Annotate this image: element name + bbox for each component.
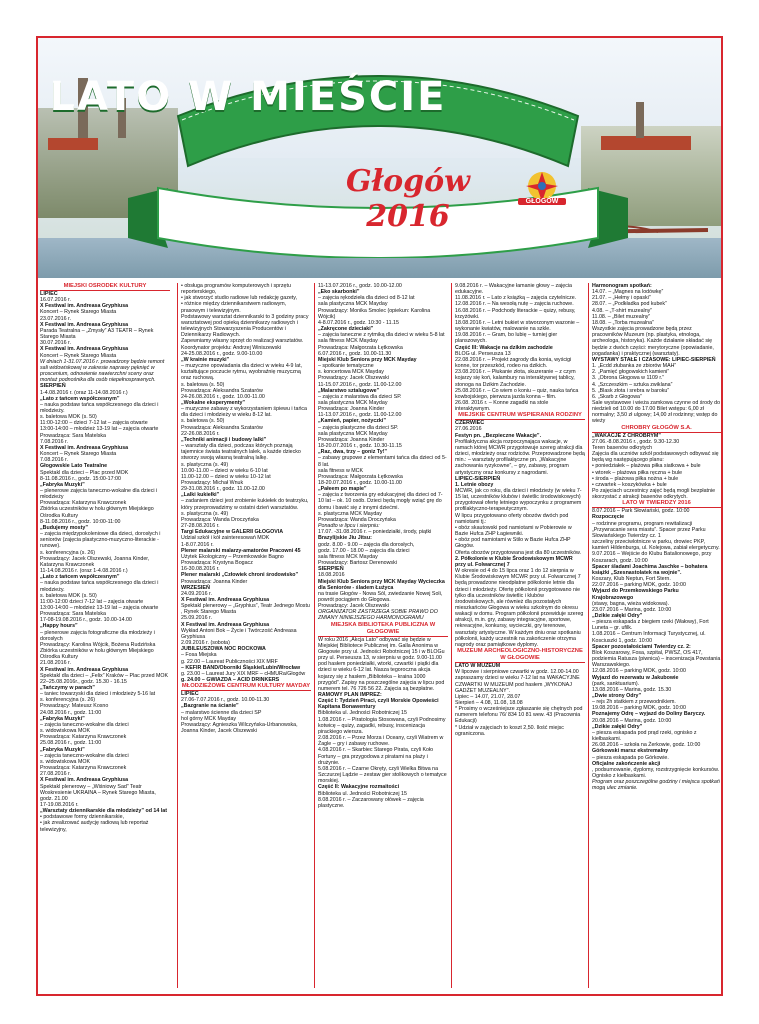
event-text: 24.09.2016 r.	[181, 590, 212, 597]
event-text: 7.08.2016 r.	[40, 457, 68, 464]
event-text: – spotkanie tematyczne	[318, 363, 374, 370]
event-title: WYSTAWY STAŁE I CZASOWE: LIPIEC-SIERPIEŃ	[592, 356, 716, 363]
event-text: – zadaniem dzieci jest zrobienie kukiełek do teatrzyku, który przeprowadzimy w ostatni dzień warsztatów.	[181, 498, 309, 511]
event-title: X Festiwal im. Andreasa Gryphiusa	[40, 321, 129, 328]
event-text: Zbiórka uczestników w holu głównym Miejskiego Ośrodka Kultury	[40, 648, 154, 661]
event-text: 11:00-12:00 dzieci 7-12 lat – zajęcia otwarte	[40, 598, 144, 605]
event-text: Prowadząca: Katarzyna Krawczonek	[40, 765, 127, 772]
event-title: „Lalki kukiełki”	[181, 492, 220, 499]
event-text: 30.07.2016 r.	[40, 340, 71, 347]
event-text: 11.08. – „Bilet muzealny”	[592, 313, 651, 320]
event-title: X Festiwal im. Andreasa Gryphiusa	[40, 303, 129, 310]
event-text: Sierpień – 4.08, 11.08, 18.08	[455, 700, 523, 706]
event-title: „Lato z tańcem współczesnym”	[40, 395, 120, 402]
event-title: „Wokalne eksperymenty”	[181, 399, 246, 406]
event-text: Prowadzący: Jacek Olszewski	[318, 603, 389, 610]
event-title: Część I: Tydzień Piraci, czyli Morskie Opowieści Kapitana Bonawentury	[318, 698, 439, 711]
event-title: „Dzikie załęki Odry”	[592, 612, 643, 619]
event-title: LATO W MUZEUM	[455, 663, 501, 670]
event-text: Prowadząca: Wanda Droczyńska	[181, 516, 259, 523]
event-text: s. widowiskowa MOK	[40, 758, 91, 765]
event-text: – zajęcia plastyczne dla dzieci SP.	[318, 424, 399, 431]
page-title: LATO W MIEŚCIE	[49, 74, 447, 120]
event-title: JUBILEUSZOWA NOC ROCKOWA	[181, 646, 266, 653]
event-text: 25.09.2016 r.	[181, 615, 212, 622]
event-title: X Festiwal im. Andreasa Gryphiusa	[40, 666, 129, 673]
event-text: s. baletowa MOK (s. 50)	[40, 414, 97, 421]
event-text: * Udział w zajęciach to koszt 2,50. Ilość miejsc ograniczona.	[455, 724, 564, 737]
event-text: 2.09.2016 r. (sobota)	[181, 640, 230, 647]
event-text: 14.07. – „Magnes na lodówkę”	[592, 289, 664, 296]
event-text: s. plastyczna (s. 49)	[181, 461, 229, 468]
event-text: – taniec towarzyski dla dzieci i młodzieży 5-16 lat	[40, 691, 156, 698]
event-text: Wykład Antoni Bok – Życie i Twórczość Andreasa Gryphiusa	[181, 627, 297, 640]
event-text: 11-13.07.2016 r., godz. 11.00-12.00	[318, 412, 402, 419]
event-text: 4.08. – „T-shirt muzealny”	[592, 307, 653, 314]
event-title: Harmonogram spotkań:	[592, 283, 652, 289]
event-text: • obsługa programów komputerowych i sprzętu reporterskiego,	[181, 283, 291, 296]
event-text: sala fitness MCK Mayday	[318, 338, 378, 345]
event-title: „Techniki animacji i budowy lalki”	[181, 436, 267, 443]
column-3	[314, 283, 448, 988]
event-text: Prowadząca: Krystyna Bogacz	[181, 560, 253, 567]
event-text: 20.08.2016 – Marina, godz. 10:00	[592, 717, 672, 724]
logo-label: GŁOGÓW	[518, 198, 566, 205]
event-title: Brazylijskie Jiu Jitsu:	[318, 535, 372, 542]
event-text: – plenerowe zajęcia taneczno-wokalne dla dzieci i młodzieży	[40, 488, 158, 501]
event-title: „Fabryka Muzyki”	[40, 715, 85, 722]
event-text: Prowadzący: Mateusz Kosno	[40, 703, 109, 710]
event-text: Wszystkie zajęcia prowadzone będą przez pracowników Muzeum (np. plastyka, etnologa, archeologa, historyka). Każde działanie składać się będzie z dwóch części: merytoryczne (opowiadanie, pogadanka) i praktycznej (warsztaty).	[592, 326, 714, 357]
event-text: – muzyczne opowiadania dla dzieci w wieku 4-9 lat, kształtujące poczucie rytmu, wyobraźnię muzyczną oraz ruchową.	[181, 363, 303, 382]
event-text: Prowadząca: Małgorzata Łętkowska	[318, 344, 403, 351]
event-text: 2.08.2016 r. – Przez Morza i Oceany, czyli Wiatrem w Żagle – gry i zabawy ruchowe.	[318, 735, 444, 748]
event-text: 22.08.2016 r. – Projekt zagrody dla konia, wyścigi konne, tor przeszkód, rodeo na dzikich.	[455, 356, 572, 370]
content-columns	[40, 283, 720, 988]
event-title: Górkowski marsz ekstremalny	[592, 748, 669, 755]
event-text: 13.08.2016 – Marina, godz. 15.30	[592, 686, 672, 693]
event-title: „Pałeem po mapie”	[318, 486, 367, 493]
event-text: 18.08. – „Torba muzealna”	[592, 319, 654, 326]
event-title: Rozpoczęcie	[592, 514, 625, 521]
event-text: 8-11.08.2016 r., godz. 15:00-17:00	[40, 475, 121, 482]
event-title: Oficjalne zakończenie akcji	[592, 760, 661, 767]
event-text: – zajęcia taneczno-wokalne dla dzieci	[40, 721, 129, 728]
event-text: 16.08.2016 r. – Podchody literackie – quizy, rebusy, krzyżówki.	[455, 307, 576, 320]
event-text: MCWR, jak co roku, dla dzieci i młodzieży (w wieku 7-15 lat, uczestników klubów i świetlic środowiskowych) przygotował ofertę letniego wypoczynku z programem profilaktyczno-terapeutycznym.	[455, 488, 582, 513]
event-text: – Fosa Miejska	[181, 652, 217, 659]
event-text: s. koncertowa MCK Mayday	[318, 369, 384, 376]
event-text: 11-13.07.2016 r., godz. 10.00-12.00	[318, 283, 402, 289]
event-text: 5. „Blask złota i srebra w baroku”	[592, 387, 670, 394]
event-text: – zajęcia rękodzieła dla dzieci od 8-12 lat	[318, 295, 415, 302]
event-title: Targi Edukacyjne w GALERII GŁOGOVIA	[181, 529, 284, 536]
event-text: – piesza eskapada pod prąd rzeki, ognisko z kiełbaskami.	[592, 729, 697, 743]
event-text: Prowadząca: Joanna Kinder	[318, 436, 385, 443]
event-text: 4.08.2016 r. – Skarbiec Starego Pirata, czyli Koło Fortuny – gra przygodowa z piratami na plaży i drużynie.	[318, 747, 434, 766]
column-5	[588, 283, 721, 988]
event-text: sala fitness MCK Mayday	[318, 553, 378, 560]
event-text: 10.00-11.00 – dzieci w wieku 6-10 lat	[181, 467, 268, 474]
event-text: • środa – plażowa piłka nożna + bule	[592, 475, 679, 482]
event-text: 8.07.2016 – Park Słowiański, godz. 10:00	[592, 508, 690, 515]
event-text: sala fitness w MCK	[318, 467, 364, 474]
event-text: Biblioteka ul. Jedności Robotniczej 15	[318, 710, 407, 717]
month-heading: LIPIEC	[181, 691, 199, 698]
event-text: 21.08.2016 r.	[40, 660, 71, 667]
event-text: s. baletowa (s. 50)	[181, 381, 225, 388]
event-text: Koncert – Rynek Starego Miasta	[40, 451, 117, 458]
event-text: W roku 2016 „Akcja Lato” odbywać się będzie w Miejskiej Bibliotece Publicznej im. Galla Anonima w Głogowie przy ul. Jedności Robotniczej 15 i w BLOGu przy ul. Perseusza 13, w sierpniu w godz. 9.00-11.00 pod hasłem poniedziałki, wtorki, czwartki i piątki dla dzieci w wieku 6-12 lat. Nasza tegoroczna akcja kojarzy się z hasłem „Biblioteka – kraina 1000 przygód”. Zapisy na poszczególne zajęcia w lipcu pod numerem tel. 76 726 56 22. Zajęcia są bezpłatne.	[318, 636, 445, 692]
event-text: 22.07.2016 – parking MOK, godz. 10:00	[592, 582, 686, 589]
event-title: – KEFIR BAND/Oborniki Śląskie/Lubin/Wrocław	[181, 664, 301, 671]
event-text: 11-14.08.2016 r. (oraz 1-4.08.2016 r.)	[40, 568, 128, 575]
event-title: Miejski Klub Seniora przy MCK Mayday Wycieczka dla Seniorów - śladem Łużyca	[318, 578, 445, 591]
event-text: 27.06-7.07.2016 r., godz. 10.00-11.30	[181, 697, 270, 704]
event-text: W lipcu przygotowano oferty obozów dwóch pod namiotami tj.:	[455, 512, 569, 525]
event-text: 11:00-12:00 – dzieci 7-12 lat – zajęcia otwarte	[40, 420, 148, 427]
event-text: • wtorek – plażowa piłka ręczna + bule	[592, 469, 683, 476]
event-title: Spacer pozostałościami Twierdzy cz. 2:	[592, 643, 691, 650]
event-text: Prowadzący: Michał Wnuk	[181, 480, 244, 486]
event-title: „Kamień, papier, nożyczki”	[318, 418, 386, 425]
event-text: 4-8.07.2016 r., godz. 10:30 - 11.15	[318, 319, 399, 326]
event-text: Parada Teatralna – „Zmysły” A3 TEATR – Rynek Starego Miasta	[40, 327, 154, 341]
event-text: – zajęcia z tworzenia gry edukacyjnej dla dzieci od 7-10 lat – ok. 10 osób. Dzieci będą mogły wziąć grę do domu i bawić się z innymi dziećmi.	[318, 492, 443, 511]
event-text: 17-08-19.08.2016 r., godz. 10.00-14.00	[40, 617, 132, 624]
event-title: X Festiwal im. Andreasa Gryphiusa	[181, 596, 270, 603]
event-text: Prowadzący: Karolina Wójcik, Bożena Rudzińska	[40, 641, 156, 648]
event-title: X Festiwal im. Andreasa Gryphiusa	[40, 444, 129, 451]
event-text: (stawy, bagna, wieża widokowa).	[592, 600, 670, 607]
event-text: 1-4.08.2016 r. (oraz 11-14.08.2016 r.)	[40, 389, 128, 396]
event-text: * Prosimy o wcześniejsze zgłaszanie się chętnych pod numerem telefonu 76/ 834 10 81 wew. 43 (Pracownia Edukacji)	[455, 706, 583, 725]
event-text: 23.07.2016 – Marina, godz. 10:00	[592, 606, 672, 613]
event-title: „Fabryka Muzyki”	[40, 746, 85, 753]
event-text: Prowadzący: Monika Smolec (opiekun: Karolina Wójcik)	[318, 307, 431, 320]
event-text: – rejs 2h statkiem z przewodnikiem.	[592, 699, 676, 706]
event-title: „Eko skarbonki”	[318, 289, 360, 296]
event-text: s. baletowa MOK (s. 50)	[40, 592, 97, 599]
note-text: ORGANIZATOR ZASTRZEGA SOBIE PRAWO DO ZMIANY NINIEJSZEGO HARMONOGRAMU	[318, 609, 438, 622]
event-title: Miejski Klub Seniora przy MCK Mayday	[318, 356, 417, 363]
event-text: 27.06.2016	[455, 426, 482, 433]
event-text: Koncert – Rynek Starego Miasta	[40, 309, 117, 316]
event-title: „Lato z tańcem współczesnym”	[40, 574, 120, 581]
event-text: Prowadząca: Joanna Kinder	[318, 406, 385, 413]
column-1	[40, 283, 170, 988]
event-text: godz. 8.00 - 9.00 – zajęcia dla dorosłych,	[318, 541, 415, 548]
event-text: 17-19.08.2016 r.	[40, 801, 79, 808]
event-text: Prowadząca: Aleksandra Szatarów	[181, 424, 263, 431]
event-title: „Zakręcone dzieciaki”	[318, 326, 374, 333]
event-text: • różnice między dziennikarstwem radiowym, prasowym i telewizyjnym.	[181, 301, 287, 314]
event-text: sala plastyczna MCK Mayday	[318, 399, 388, 406]
event-text: 22–25.08.2016r., godz. 15.30 - 16.15	[40, 678, 127, 685]
event-text: , podsumowanie, dyplomy, rozstrzygnięcie konkursów. Ognisko z kiełbaskami.	[592, 766, 720, 780]
event-title: Spacer śladami Joachima Jaschke – bohatera książki „Szesnastolatek na wojnie”.	[592, 563, 708, 576]
event-text: Po zajęciach uczestnicy zajęć będą mogli bezpłatnie skorzystać z atrakcji basenów odkrytych.	[592, 488, 716, 501]
event-text: g. 22.00 – Laureat Publiczności XIX MRF	[181, 658, 278, 665]
event-text: s. widowiskowa MOK	[40, 728, 91, 735]
event-text: 22-26.08.2016 r.	[181, 430, 220, 437]
event-text: sala plastyczna MCK Mayday	[318, 301, 388, 308]
event-text: 4. „Szczeszkim – sztuka zwiklana”	[592, 381, 673, 388]
header-banner	[38, 38, 721, 278]
event-text: 25.08.2016 r., godz. 11:00	[40, 740, 102, 747]
event-title: Festyn pn. „Bezpieczne Wakacje”.	[455, 432, 542, 439]
event-text: – zajęcia z malarstwa dla dzieci SP.	[318, 393, 402, 400]
event-text: 24.08.2016 r., godz. 11:00	[40, 709, 102, 716]
event-title: „Malarstwo sztalugowe”	[318, 387, 380, 394]
event-text: 13:00-14:00 – młodzież 13-19 lat – zajęcia otwarte	[40, 604, 159, 611]
event-text: Prowadząca: Katarzyna Krawczonek	[40, 734, 127, 741]
event-text: 11-15.07.2016 r., godz. 11.00-12.00	[318, 381, 402, 388]
event-text: • jak zrealizować audycję radiową lub reportaż telewizyjny,	[40, 820, 149, 833]
event-text: 19.08.2016 r. – Gram, bo lubię – turniej gier planszowych.	[455, 332, 558, 345]
event-text: 7.08.2016 r.	[40, 438, 68, 445]
month-heading: CZERWIEC	[455, 420, 485, 427]
event-text: Profilaktyczna akcja rozpoczynająca wakacje, w ramach której MCWR przygotowuje szereg atrakcji dla dzieci, młodzieży oraz rodziców. Przeprowadzone będą min.: – warsztaty profilaktyczne pn. „Wakacyjne zachowania ryzykowne”, – gry, zabawy, program artystyczny oraz konkursy z nagrodami.	[455, 438, 585, 476]
page-subtitle: Głogów 2016	[346, 164, 470, 234]
event-text: – nauka podstaw tańca współczesnego dla dzieci i młodzieży.	[40, 401, 159, 414]
event-text: Spektakl dla dzieci – Plac przed MOK	[40, 469, 129, 476]
section-heading: MIEJSKI OŚRODEK KULTURY	[40, 283, 170, 291]
event-text: 27.06.-8.08.2016 r., godz. 9.30-12.30	[592, 438, 680, 445]
event-text: Spektakl plenerowy – „Wiśniowy Sad” Teatr Woskresienie UKRAINA – Rynek Starego Miasta, godz. 21.00	[40, 783, 156, 802]
event-title: g. 24.00 – GWIAZDA – ACID DRINKERS	[181, 677, 280, 683]
event-text: s. konferencyjna (s. 26)	[40, 697, 96, 704]
event-text: (park, sanktuarium).	[592, 680, 640, 687]
event-text: – warsztaty dla dzieci, podczas których poznają tajemnice świata teatralnych lalek, a każde dziecko stworzy swoją własną teatralną lalkę.	[181, 443, 301, 462]
section-heading: MIEJSKA BIBLIOTEKA PUBLICZNA W GŁOGOWIE	[318, 622, 448, 637]
event-text: 24-26.08.2016 r., godz. 10.00-11.00	[181, 393, 265, 400]
event-text: Prowadząca: Wanda Droczyńska	[318, 516, 396, 523]
event-text: s. plastyczna (s. 49)	[181, 510, 229, 517]
event-text: 29-31.08.2016 r., godz. 11.00-12.00	[181, 486, 265, 493]
event-text: s. plastyczna MCK Mayday	[318, 510, 382, 517]
event-text: Blok Koszarowy, Fosa, szpital, PWSZ, OS 417, podziemia Ratusza (piwnica) – inscenizacja Powstania Warszawskiego.	[592, 649, 721, 669]
event-text: Zapewniamy własny sprzęt do realizacji warsztatów.	[181, 338, 304, 345]
event-text: – plenerowe zajęcia fotograficzne dla młodzieży i dorosłych	[40, 629, 155, 642]
event-text: 19.08.2016 – parking MOK, godz. 10:00	[592, 705, 686, 712]
event-title: „Raz, dwa, trzy – goniz Ty!”	[318, 449, 388, 456]
event-text: Koncert – Rynek Starego Miasta	[40, 352, 117, 359]
event-title: Głogowskie Lato Teatralne	[40, 463, 108, 470]
event-text: 26.08. 2016 r. – Konne zagadki na stole interaktywnym.	[455, 399, 549, 413]
note-text: W dniach 1-31.07.2016 r. prowadzony będzie remont sali widowiskowej w zakresie naprawy pęknięć w proscenium, odnowienie nawierzchni sceny oraz montaż podnośnika dla osób niepełnosprawnych.	[40, 358, 165, 384]
event-text: hol górny MCK Mayday	[181, 715, 237, 722]
event-text: – zajęcia taneczne z rytmiką dla dzieci w wieku 5-8 lat	[318, 332, 445, 339]
event-title: Część III: Wakacje na dzikim zachodzie	[455, 344, 553, 351]
event-text: 18.08.2016	[318, 572, 345, 579]
event-text: 3. „Obrona Głogowa w 1109 r.”	[592, 375, 665, 382]
event-title: Plener malarski malarzy-amatorów Pracowni 45	[181, 547, 301, 554]
event-text: 8-11.08.2016 r., godz. 10:00-11:00	[40, 518, 121, 525]
event-text: – muzyczne zabawy z wykorzystaniem śpiewu i tańca dla dzieci i młodzieży w wieku 8-12 lat.	[181, 406, 307, 419]
event-text: Prowadzący: Jacek Olszewski	[318, 375, 389, 382]
event-text: – nauka podstaw tańca współczesnego dla dzieci i młodzieży.	[40, 580, 159, 593]
event-text: 1-8.07.2016 r.	[181, 541, 214, 548]
event-text: 1. „Ecdd złubanka ze zbiorów MAH”	[592, 363, 677, 370]
event-text: • czwartek – koszykówka + bule	[592, 481, 667, 488]
note-text: Program oraz poszczególne godziny i miejsca spotkań mogą ulec zmianie.	[592, 779, 720, 792]
event-text: Prowadząca: Joanna Kinder	[181, 578, 248, 585]
event-text: 18.08.2016 r. – Letni bukiet w stworzonym wazonie – wykonanie kwiatów, malowanie na szkle.	[455, 319, 580, 333]
event-title: X Festiwal im. Andreasa Gryphiusa	[181, 621, 270, 628]
event-text: 18-20.07.2016 r., godz. 10.00-11.00	[318, 480, 402, 486]
event-title: „Budujemy mosty”	[40, 524, 88, 531]
event-text: 12.08.2016 r. – Na wesołą nutę – zajęcia ruchowe.	[455, 301, 574, 308]
event-title: Plener malarski „Człowiek chroni środowisko”	[181, 572, 299, 579]
event-title: Poznajemy Odrę – wyjazd do Doliny Baryczy.	[592, 711, 706, 718]
event-text: Lipiec – 14.07, 21.07, 28.07	[455, 693, 521, 700]
event-text: 9.08.2016 r. – Wakacyjne łamanie głowy – zajęcia edukacyjne.	[455, 283, 572, 296]
event-text: Podstawowy warsztat dziennikarski to 3 godziny pracy warsztatowej pod opieką dziennikarzy radiowych i telewizyjnych Stowarzyszenia Producentów i Dziennikarzy Radiowych.	[181, 313, 309, 339]
event-text: Prowadząca: Małgorzata Łętkowska	[318, 473, 403, 480]
event-text: • podstawowe formy dziennikarskie,	[40, 814, 124, 821]
event-text: Prowadząca: Aleksandra Szatarów	[181, 387, 263, 394]
event-text: 18-20.07.2016 r., godz. 10.30-11.15	[318, 443, 402, 450]
event-text: 13:00-14:00 – młodzież 13-19 lat – zajęcia otwarte	[40, 426, 159, 433]
event-text: – zajęcia taneczno-wokalne dla dzieci	[40, 752, 129, 759]
event-text: Prowadząca: Sara Matelska	[40, 432, 106, 439]
column-2	[177, 283, 311, 988]
event-text: 16.07.2016 r.	[40, 297, 71, 304]
event-text: godz. 17.00 - 18.00 – zajęcia dla dzieci	[318, 547, 410, 554]
event-text: Zbiórka uczestników w holu głównym Miejskiego Ośrodka Kultury	[40, 506, 154, 519]
section-heading: MŁODZIEŻOWE CENTRUM KULTURY MAYDAY	[181, 683, 311, 690]
event-text: 28.07. – „Podkładka pod kubek”	[592, 301, 667, 308]
event-text: Koszary, Klub Neptun, Fort Stern.	[592, 576, 671, 583]
event-text: Udział szkół i kół zainteresowań MOK	[181, 535, 270, 542]
event-text: Prowadzący: Agnieszka Wilczyńska-Urbanowska, Joanna Kinder, Jacek Olszewski	[181, 721, 298, 735]
event-text: Zajęcia dla uczniów szkół podstawowych odbywać się będą wg następującego planu:	[592, 451, 719, 464]
event-title: „Bazgranie na ścianie”	[181, 703, 239, 710]
event-text: s. konferencyjna (s. 26)	[40, 549, 96, 556]
event-text: W okresie od 4 do 15 lipca oraz 1 do 12 sierpnia w Klubie Środowiskowym MCWR przy ul. Folwarcznej 7 będą prowadzone nieodpłatne półkolonie letnie dla dzieci i młodzieży. Ofertę półkolonii przygotowano nie tylko dla uczestników świetlic i klubów środowiskowych, ale również dla pozostałych mieszkańców Głogowa w wieku szkolnym do okresu wakacji w domu. Program półkolonii przewiduje szereg atrakcji, m.in. gry, zabawy integracyjne, sportowe, rekreacyjne, konkursy, wycieczki, gry terenowe, warsztaty artystyczne. W każdym dniu oraz spotkaniu półkolonii, każdy uczestnik na zakończenie otrzyma nagrody oraz pamiątkowe dyplomy.	[455, 568, 584, 648]
event-text: s. baletowa (s. 50)	[181, 418, 225, 425]
event-title: „Tańczymy w parach”	[40, 685, 95, 691]
event-text: 6. „Skarb z Głogowa”	[592, 393, 642, 400]
section-heading: LATO W TWIERDZY 2016	[592, 500, 721, 508]
event-text: – malarstwo ścienne dla dzieci SP	[181, 709, 262, 716]
event-text: 21.07. – „Hełmy i opaski”	[592, 295, 651, 302]
event-text: g. 23.00 – Laureat Jury XIX MRF – cHMURa/Głogów	[181, 670, 306, 677]
event-text: Spektakl plenerowy – „Gryphius”, Teatr Jednego Mostu , Rynek Starego Miasta	[181, 603, 310, 616]
event-text: 24-25.08.2016 r., godz. 9.00-10.00	[181, 350, 263, 357]
event-text: 11.00-12.00 – dzieci w wieku 10-12 lat	[181, 473, 271, 480]
event-text: – zabawy grupowe z elementami tańca dla dzieci od 5-8 lat.	[318, 455, 447, 468]
event-text: • poniedziałek – plażowa piłka siatkowa + bule	[592, 463, 701, 470]
event-text: • obóz skautowski pod namiotami w Pobierowie w Bazie Hufca ZHP Łagiewniki.	[455, 524, 572, 538]
event-text: 2. „Pamięć głogowskich kamieni”	[592, 369, 670, 376]
month-heading: SIERPIEŃ	[318, 566, 344, 573]
event-text: Sale wystawowe i wieża zamkowa czynne od środy do niedzieli od 10.00 do 17.00 Bilet wstępu: 6,00 zł normalny; 3,50 zł ulgowy; 14,00 zł rodzinny; wstęp do wieży	[592, 399, 721, 425]
event-text: 6.07.2016 r., godz. 10.00-11.30	[318, 350, 392, 357]
event-text: 27.08.2016 r.	[40, 771, 71, 778]
event-text: 1.08.2016 – Centrum Informacji Turystycznej, ul. Kosciuszki 1, godz. 10:00	[592, 631, 706, 644]
event-title: „Dzikie załęki Odry”	[592, 723, 643, 730]
event-text: szczeliny przeciwlotnicze w parku, drowiec PKP, kamień Hildenburga, ul. Kolejowa, zabiał elergetyczny.	[592, 539, 720, 552]
event-text: 5.08.2016 r. – Czarne Okręty, czyli Wielka Bitwa na Szczurzej Lądzie – zestaw gier stolikowych o tematyce morskiej.	[318, 765, 447, 785]
event-title: „Dwie strony Odry”	[592, 693, 642, 699]
event-text: Spektakl dla dzieci – „Felix” Kraków – Plac przed MOK	[40, 672, 169, 679]
event-text: 26.08.2016 – szkoła na Żerkowie, godz. 10:00	[592, 742, 701, 749]
event-title: „W krainie muzyki”	[181, 356, 230, 363]
event-text: 23.07.2016 r.	[40, 315, 71, 322]
event-text: – zajęcia międzypokoleniowe dla dzieci, dorosłych i seniorów (zajęcia plastyczno-muzyczno-literackie -runowe).	[40, 531, 161, 550]
event-title: „Fabryka Muzyki”	[40, 481, 85, 488]
event-title: Część II: Wakacyjne rozmaitości	[318, 784, 400, 791]
note-text: Ponadto w lipcu i sierpniu:	[318, 523, 380, 530]
section-heading: MUZEUM ARCHEOLOGICZNO-HISTORYCZNE W GŁOGOWIE	[455, 648, 585, 663]
event-text: – rodzinne programu, program rewitalizacji „Przywracanie sera miastu”. Spacer przez Parku Słowiańskiego Twierdzy cz. 1	[592, 520, 706, 539]
event-text: na trasie Głogów - Nowa Sól, zwiedzanie Nowej Soli, powrót pociągiem do Głogowa.	[318, 590, 443, 603]
event-text: • obóz pod namiotami w Stilo w Bazie Hufca ZHP Głogów.	[455, 537, 571, 550]
event-text: Koordynator projektu: Andrzej Winiszewski	[181, 344, 282, 351]
event-title: „WAKACJE Z CHROBRYM”	[592, 432, 661, 439]
event-text: – piesza eskapada po Górkowie.	[592, 754, 669, 761]
event-text: Oferta obozów przygotowana jest dla 80 uczestników.	[455, 549, 582, 556]
event-text: sala plastyczna MCK Mayday	[318, 430, 388, 437]
event-text: 25.08.2016 r. – Co wiem o koniu – quiz, nauka tańca kowbojskiego, pierwsza jazda konna – film.	[455, 387, 579, 400]
event-text: Biblioteka ul. Jedności Robotniczej 15	[318, 790, 407, 797]
event-text: 12.08.2016 – parking MOK, godz. 10:00	[592, 668, 686, 675]
event-title: 2. Półkolonie w Klubie Środowiskowym MCWR przy ul. Folwarcznej 7	[455, 555, 573, 568]
section-heading: MIEJSKIE CENTRUM WSPIERANIA RODZINY	[455, 412, 585, 420]
event-text: Prowadzący: Jacek Olszewski, Joanna Kinder, Katarzyna Krawczonek	[40, 555, 150, 568]
event-title: X Festiwal im. Andreasa Gryphiusa	[40, 346, 129, 353]
event-text: 1.08.2016 r. – Piratologia Stosowana, czyli Podnosimy kotwicę – quizy, zagadki, rebusy, inscenizacja pirackiego wiersza.	[318, 716, 446, 735]
event-title: 1. Letnie obozy	[455, 481, 494, 488]
event-text: Prowadząca: Katarzyna Krawczonek	[40, 500, 127, 507]
glogow-logo-icon	[518, 166, 566, 214]
month-heading: LIPIEC	[40, 291, 58, 297]
event-title: „Warsztaty dziennikarskie dla młodzieży” od 14 lat	[40, 808, 167, 815]
event-text: 8.08.2016 r. – Zaczarowany ołówek – zajęcia plastyczne.	[318, 796, 424, 809]
event-title: Wyjazd do Przemkowskiego Parku Krajobrazowego	[592, 588, 679, 601]
event-title: Wyjazd do rezerwatu w Jakubowie	[592, 674, 679, 681]
event-title: „Happy hours”	[40, 623, 78, 630]
column-4	[451, 283, 585, 988]
event-text: 17.07. -31.08.2016 r. – poniedziałki, środy, piątki	[318, 529, 432, 536]
month-heading: LIPIEC-SIERPIEŃ	[455, 475, 501, 482]
event-text: Prowadząca: Sara Matelska	[40, 611, 106, 618]
event-text: 23.08.2016 r. – Płukanie złota, skuzeranie – z czym kojarzy się koń, kalambury na interaktywnej tablicy, stonoga na Dzikim Zachodzie.	[455, 369, 576, 388]
event-text: 27-28.08.2016 r.	[181, 523, 220, 530]
month-heading: WRZESIEŃ	[181, 584, 211, 591]
event-text: 16-30.08.2016 r.	[181, 566, 220, 573]
event-title: X Festiwal im. Andreasa Gryphiusa	[40, 777, 129, 784]
event-text: Prowadzący: Bartosz Derenowski	[318, 560, 397, 567]
month-heading: SIERPIEŃ	[40, 383, 66, 390]
event-text: 11.08.2016 r. – Lato z książką – zajęcia czytelnicze.	[455, 295, 577, 302]
event-text: Teren basenów odkrytych	[592, 444, 653, 451]
event-text: BLOG ul. Perseusza 13	[455, 350, 511, 357]
event-text: 9.07.2016 – Wejście do Klubu Batalionowego, przy Koszarach, godz. 10:00	[592, 551, 712, 564]
event-title: RAMOWY PLAN IMPREZ:	[318, 692, 382, 698]
event-text: • jak stworzyć studio radiowe lub redakcję gazety,	[181, 295, 297, 302]
event-text: W lipcowe i sierpniowe czwartki w godz. 12.00-14.00 zapraszamy dzieci w wieku 7-12 lat na WAKACYJNE CZWARTKI W MUZEUM pod hasłem „WYKONAJ GADŻET MUZEALNY”.	[455, 669, 580, 694]
event-text: – piesza eskapada z biegiem rzeki (Wałowy), Fort Luneta – gr. ufilk.	[592, 619, 709, 632]
event-text: Użytek Ekologiczny – Przemkowskie Bagno	[181, 553, 284, 560]
section-heading: CHROBRY GŁOGÓW S.A.	[592, 425, 721, 433]
